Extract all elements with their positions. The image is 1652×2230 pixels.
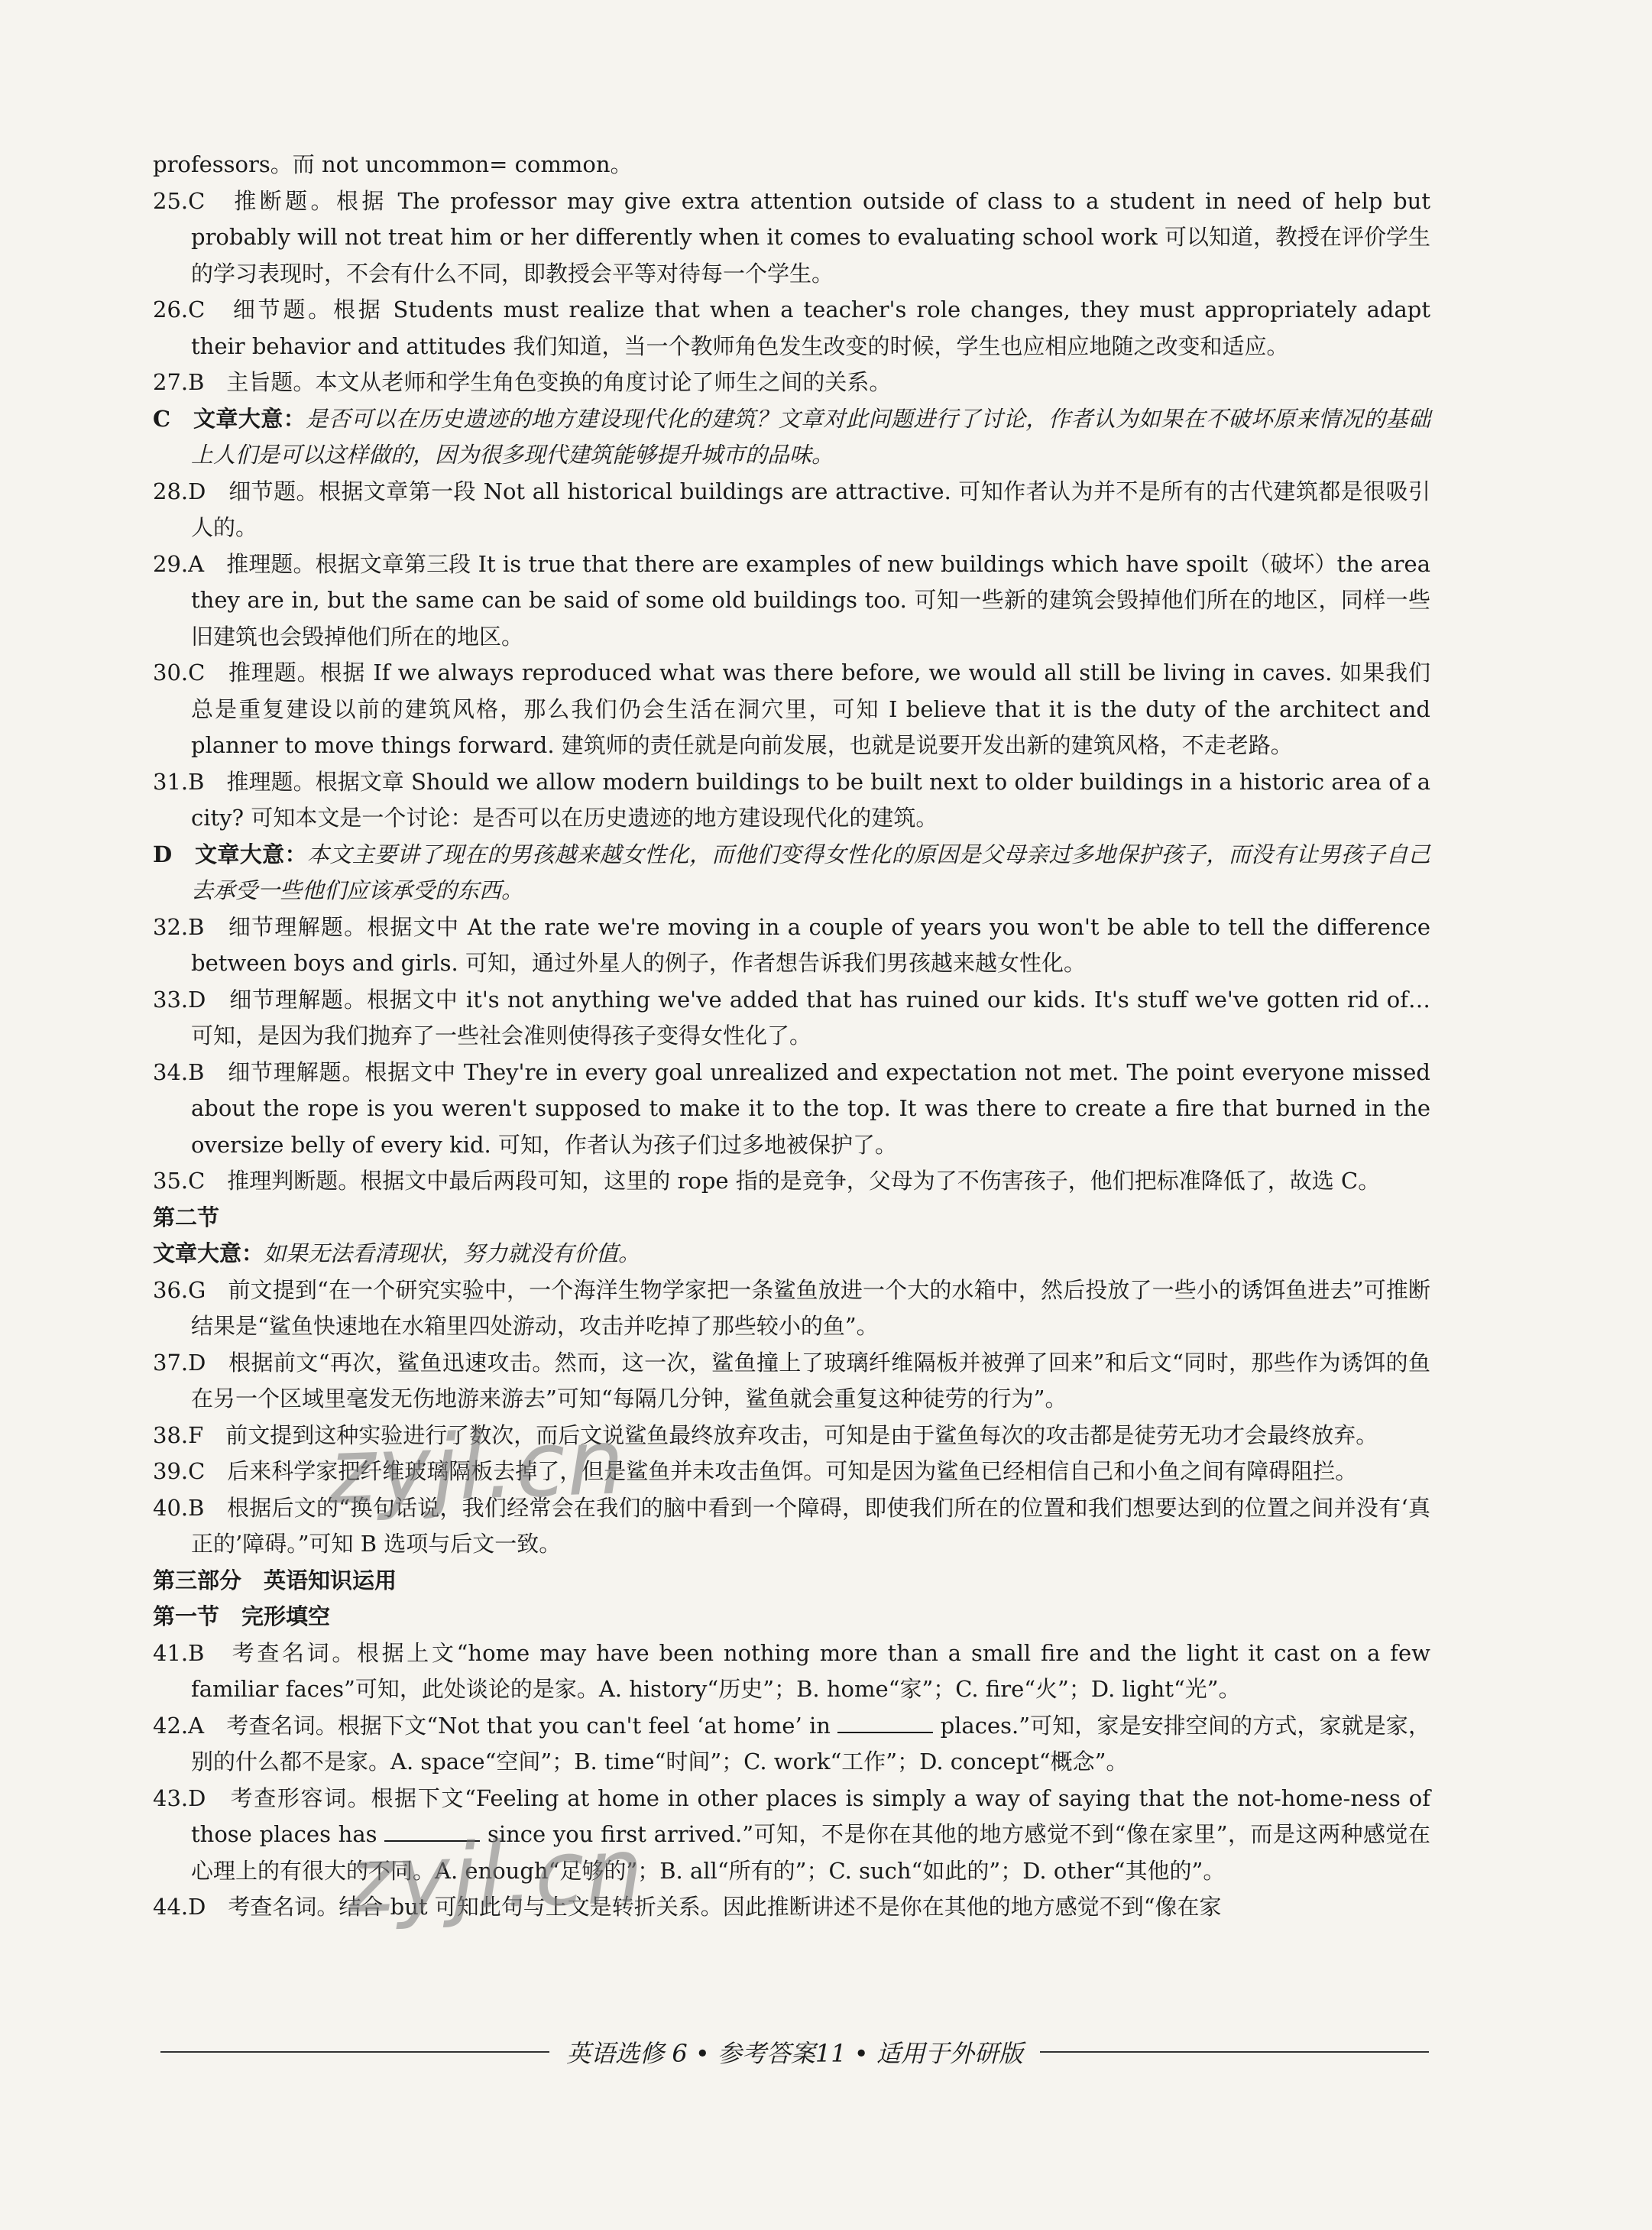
- footer-rule-right: [1040, 2051, 1429, 2053]
- text-line: professors。而 not uncommon= common。: [153, 151, 633, 177]
- watermark-logo: zyjl.cn: [326, 1408, 627, 1525]
- summary-text: 如果无法看清现状，努力就没有价值。: [264, 1240, 641, 1266]
- fill-in-blank: [837, 1715, 933, 1733]
- answer-item: 33.D 细节理解题。根据文中 it's not anything we've added that has ruined our kids. It's stuff we've gotten rid of… 可知，是因为我们抛弃了一些社会准则使得孩子变得女性化了。: [153, 986, 1430, 1049]
- section-heading: 第三部分 英语知识运用: [153, 1567, 397, 1593]
- answer-item: 30.C 推理题。根据 If we always reproduced what was there before, we would all still be living in caves. 如果我们总是重复建设以前的建筑风格，那么我们仍会生活在洞穴里，可知 I believe that it is the duty of the architect and planner to move things forward. 建筑师的责任就是向前发展，也就是说要开发出新的建筑风格，不走老路。: [153, 660, 1430, 758]
- answer-item: 32.B 细节理解题。根据文中 At the rate we're moving in a couple of years you won't be able to tell the difference between boys and girls. 可知，通过外星人的例子，作者想告诉我们男孩越来越女性化。: [153, 913, 1430, 976]
- summary-text: 是否可以在历史遗迹的地方建设现代化的建筑？文章对此问题进行了讨论，作者认为如果在不破坏原来情况的基础上人们是可以这样做的，因为很多现代建筑能够提升城市的品味。: [191, 405, 1430, 468]
- answer-item: 41.B 考查名词。根据上文“home may have been nothing more than a small fire and the light it cast on a few familiar faces”可知，此处谈论的是家。A. history“历史”；B. home“家”；C. fire“火”；D. light“光”。: [153, 1639, 1430, 1702]
- footer-rule-left: [160, 2051, 549, 2053]
- summary-label: 文章大意：: [153, 1240, 264, 1266]
- answer-item: 37.D 根据前文“再次，鲨鱼迅速攻击。然而，这一次，鲨鱼撞上了玻璃纤维隔板并被弹了回来”和后文“同时，那些作为诱饵的鱼在另一个区域里毫发无伤地游来游去”可知“每隔几分钟，鲨鱼就会重复这种徒劳的行为”。: [153, 1349, 1430, 1412]
- passage-summary: [153, 837, 1430, 909]
- summary-label: C 文章大意：: [153, 405, 306, 432]
- answer-item: [153, 1781, 1430, 1890]
- answer-item: 28.D 细节题。根据文章第一段 Not all historical buildings are attractive. 可知作者认为并不是所有的古代建筑都是很吸引人的。: [153, 478, 1430, 540]
- answer-item: 40.B 根据后文的“换句话说，我们经常会在我们的脑中看到一个障碍，即使我们所在的位置和我们想要达到的位置之间并没有‘真正的’障碍。”可知 B 选项与后文一致。: [153, 1494, 1430, 1557]
- section-heading: 第二节: [153, 1204, 220, 1230]
- page-footer: [160, 2034, 1429, 2070]
- answer-item: 29.A 推理题。根据文章第三段 It is true that there are examples of new buildings which have spoilt（破坏）the area they are in, but the same can be said of some old buildings too. 可知一些新的建筑会毁掉他们所在的地区，同样一些旧建筑也会毁掉他们所在的地区。: [153, 550, 1430, 650]
- section-heading: 第一节 完形填空: [153, 1603, 331, 1629]
- answer-item: 31.B 推理题。根据文章 Should we allow modern buildings to be built next to older buildings in a historic area of a city? 可知本文是一个讨论：是否可以在历史遗迹的地方建设现代化的建筑。: [153, 768, 1430, 831]
- passage-summary: [153, 401, 1430, 474]
- answer-item: [153, 1708, 1430, 1781]
- answer-text: since you first arrived.”可知，不是你在其他的地方感觉不到“像在家里”，而是这两种感觉在心理上的有很大的不同。A. enough“足够的”；B. all“所有的”；C. such“如此的”；D. other“其他的”。: [191, 1821, 1430, 1884]
- summary-label: D 文章大意：: [153, 841, 308, 867]
- answer-item: 38.F 前文提到这种实验进行了数次，而后文说鲨鱼最终放弃攻击，可知是由于鲨鱼每次的攻击都是徒劳无功才会最终放弃。: [153, 1421, 1378, 1448]
- watermark-logo: zyjl.cn: [345, 1817, 646, 1933]
- answer-item: 34.B 细节理解题。根据文中 They're in every goal unrealized and expectation not met. The point everyone missed about the rope is you weren't supposed to make it to the top. It was there to create a fire that burned in the oversize belly of every kid. 可知，作者认为孩子们过多地被保护了。: [153, 1058, 1430, 1158]
- answer-item: 36.G 前文提到“在一个研究实验中，一个海洋生物学家把一条鲨鱼放进一个大的水箱中，然后投放了一些小的诱饵鱼进去”可推断结果是“鲨鱼快速地在水箱里四处游动，攻击并吃掉了那些较小的鱼”。: [153, 1276, 1430, 1339]
- answer-text: places.”可知，家是安排空间的方式，家就是家，别的什么都不是家。A. space“空间”；B. time“时间”；C. work“工作”；D. concept“概念”。: [191, 1712, 1430, 1775]
- answer-key-page: [153, 147, 1430, 1926]
- answer-text: 42.A 考查名词。根据下文“Not that you can't feel ‘at home’ in: [153, 1712, 838, 1739]
- answer-item: 27.B 主旨题。本文从老师和学生角色变换的角度讨论了师生之间的关系。: [153, 369, 892, 395]
- answer-text: 43.D 考查形容词。根据下文“Feeling at home in other places is simply a way of saying that the not-home-ness of those places has: [153, 1784, 1430, 1847]
- footer-text: 英语选修 6 • 参考答案11 • 适用于外研版: [566, 2039, 1023, 2068]
- answer-item: 35.C 推理判断题。根据文中最后两段可知，这里的 rope 指的是竞争，父母为了不伤害孩子，他们把标准降低了，故选 C。: [153, 1168, 1381, 1194]
- passage-summary: [153, 1236, 1430, 1272]
- answer-item: 44.D 考查名词。结合 but 可知此句与上文是转折关系。因此推断讲述不是你在其他的地方感觉不到“像在家: [153, 1894, 1222, 1920]
- answer-item: 25.C 推断题。根据 The professor may give extra attention outside of class to a student in need of help but probably will not treat him or her differently when it comes to evaluating school work 可以知道，教授在评价学生的学习表现时，不会有什么不同，即教授会平等对待每一个学生。: [153, 187, 1430, 287]
- answer-item: 39.C 后来科学家把纤维玻璃隔板去掉了，但是鲨鱼并未攻击鱼饵。可知是因为鲨鱼已经相信自己和小鱼之间有障碍阻拦。: [153, 1458, 1358, 1484]
- answer-item: 26.C 细节题。根据 Students must realize that when a teacher's role changes, they must appropriately adapt their behavior and attitudes 我们知道，当一个教师角色发生改变的时候，学生也应相应地随之改变和适应。: [153, 297, 1430, 359]
- summary-text: 本文主要讲了现在的男孩越来越女性化，而他们变得女性化的原因是父母亲过多地保护孩子，而没有让男孩子自己去承受一些他们应该承受的东西。: [191, 841, 1430, 903]
